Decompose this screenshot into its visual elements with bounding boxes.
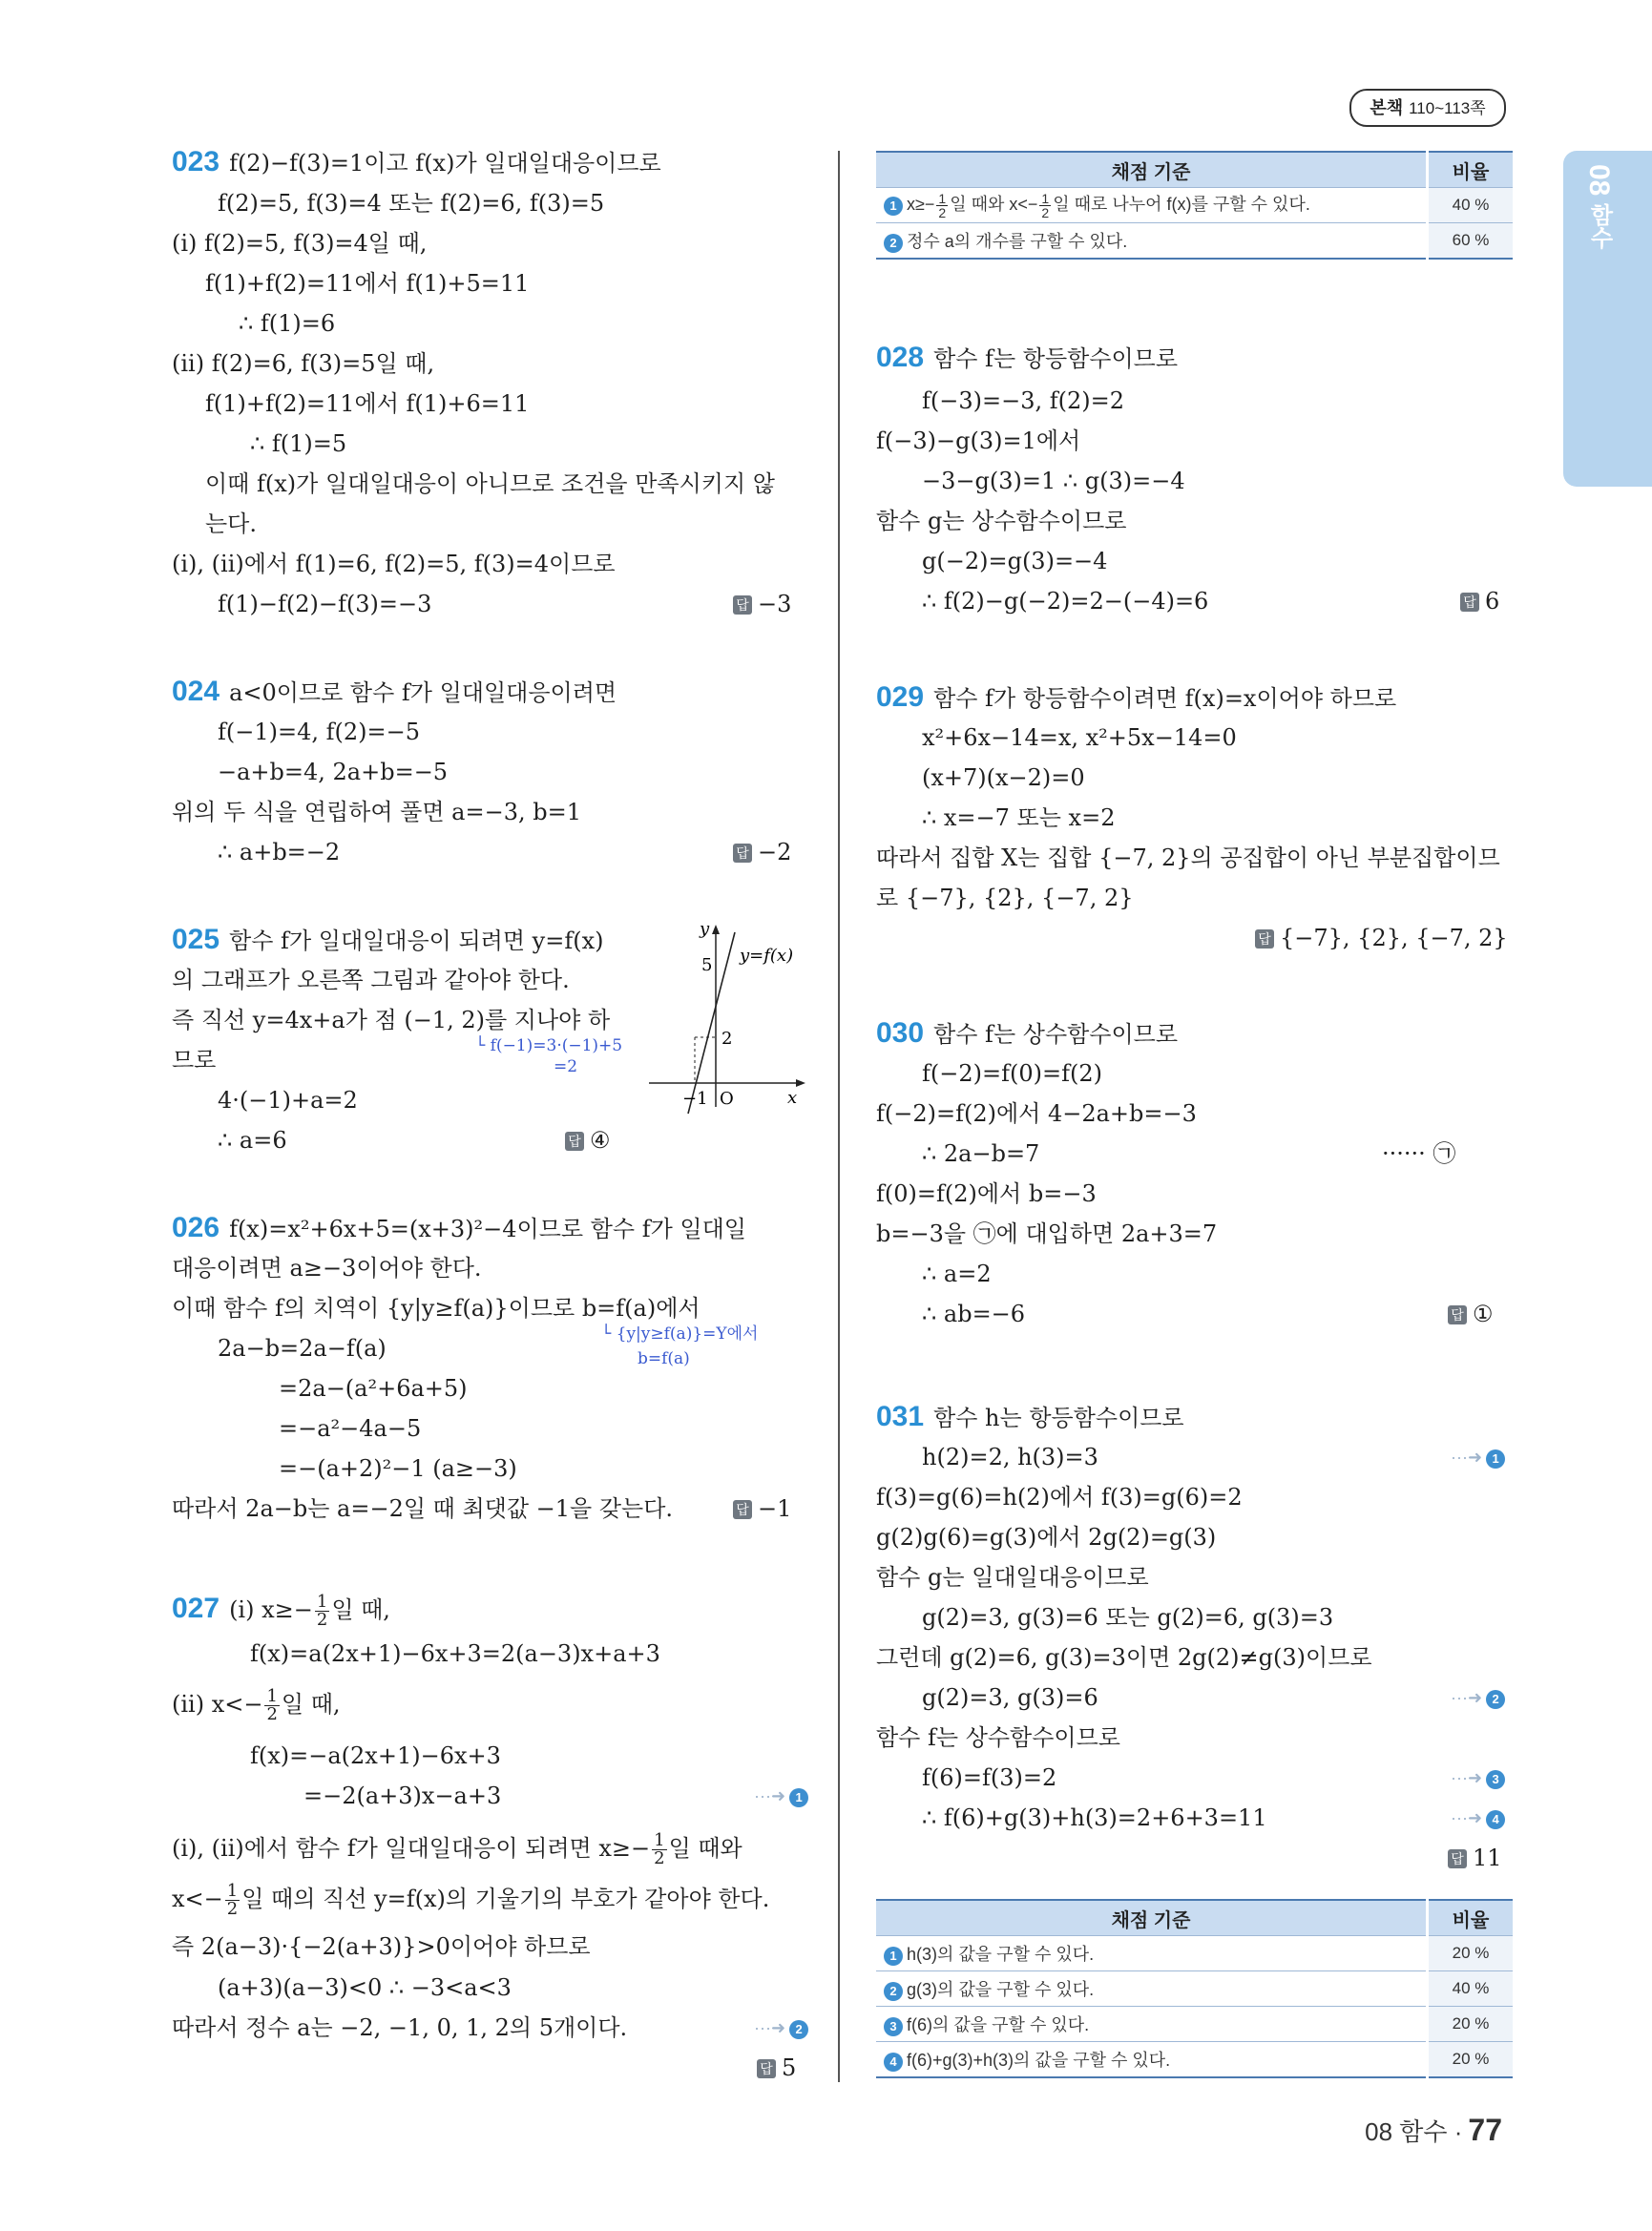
numerator: 1 (226, 1881, 239, 1901)
header-criterion: 채점 기준 (876, 1900, 1428, 1936)
problem-030-line-4: ∴ 2a−b=7 (922, 1140, 1040, 1167)
problem-027-line-10: 따라서 정수 a는 −2, −1, 0, 1, 2의 5개이다. (172, 2014, 628, 2041)
problem-023-line-7: f(1)+f(2)=11에서 f(1)+6=11 (205, 390, 530, 417)
page-range: 110~113쪽 (1409, 99, 1486, 117)
criterion-text: 정수 a의 개수를 구할 수 있다. (907, 232, 1128, 251)
problem-030-line-7: ∴ a=2 (922, 1261, 992, 1287)
answer-value: 5 (782, 2054, 797, 2081)
problem-031-line-5: 함수 g는 일대일대응이므로 (876, 1564, 1149, 1591)
fraction-one-half (315, 1594, 329, 1629)
criterion-number: 3 (884, 2017, 903, 2036)
table-row (876, 223, 1513, 260)
problem-031-line-9: 함수 f는 상수함수이므로 (876, 1724, 1120, 1751)
problem-029-line-1 (876, 683, 1396, 713)
problem-023-line-12: f(1)−f(2)−f(3)=−3 (218, 591, 432, 617)
problem-024-line-4: 위의 두 식을 연립하여 풀면 a=−3, b=1 (172, 799, 581, 825)
problem-029-line-6: 로 {−7}, {2}, {−7, 2} (876, 885, 1134, 911)
text: 함수 f는 항등함수이므로 (933, 345, 1179, 372)
criterion-cell (876, 223, 1428, 260)
problem-026-line-8: 따라서 2a−b는 a=−2일 때 최댓값 −1을 갖는다. (172, 1495, 674, 1522)
fraction-one-half (1039, 192, 1051, 219)
criterion-text: 일 때와 x<− (950, 195, 1038, 215)
margin-note-025: └ f(−1)=3·(−1)+5 (475, 1036, 623, 1055)
step-number: 2 (789, 2020, 808, 2039)
table-row (876, 2042, 1513, 2078)
header-criterion: 채점 기준 (876, 152, 1428, 188)
table-row (876, 2007, 1513, 2042)
answer-value: −1 (758, 1495, 792, 1522)
criterion-cell (876, 188, 1428, 223)
problem-031-line-11: ∴ f(6)+g(3)+h(3)=2+6+3=11 (922, 1804, 1267, 1831)
step-marker-031-1: ···➜ 1 (1451, 1447, 1505, 1469)
problem-number-031: 031 (876, 1401, 925, 1432)
y-axis-label: y (700, 921, 710, 939)
denominator: 2 (226, 1899, 239, 1919)
chapter-side-tab (1563, 151, 1652, 487)
problem-029-line-4: ∴ x=−7 또는 x=2 (922, 804, 1116, 831)
tick-5: 5 (701, 955, 713, 975)
fraction-one-half (652, 1832, 666, 1867)
problem-023-line-3: (i) f(2)=5, f(3)=4일 때, (172, 230, 428, 257)
criterion-number: 4 (884, 2053, 903, 2072)
denominator: 2 (1041, 204, 1050, 220)
criterion-number: 1 (884, 197, 903, 216)
chapter-label: 함수 (1586, 203, 1612, 250)
problem-031-line-4: g(2)g(6)=g(3)에서 2g(2)=g(3) (876, 1524, 1217, 1551)
page-footer (1365, 2113, 1502, 2148)
problem-030-line-8: ∴ ab=−6 (922, 1301, 1026, 1327)
criterion-text: g(3)의 값을 구할 수 있다. (907, 1980, 1095, 1999)
criterion-cell (876, 2042, 1428, 2078)
problem-027-line-8: 즉 2(a−3)·{−2(a+3)}>0이어야 하므로 (172, 1933, 591, 1960)
problem-023-line-9: 이때 f(x)가 일대일대응이 아니므로 조건을 만족시키지 않 (205, 470, 775, 497)
step-number: 3 (1486, 1770, 1505, 1789)
origin-label: O (720, 1089, 734, 1109)
answer-024 (733, 838, 791, 866)
text: a<0이므로 함수 f가 일대일대응이려면 (229, 679, 617, 706)
step-number: 1 (789, 1788, 808, 1807)
note-text: {y|y≥f(a)}=Y에서 (616, 1324, 759, 1344)
header-ratio: 비율 (1428, 1900, 1514, 1936)
problem-025-line-3: 즉 직선 y=4x+a가 점 (−1, 2)를 지나야 하 (172, 1007, 611, 1033)
text: (ii) x<− (172, 1691, 263, 1718)
problem-028-line-5: 함수 g는 상수함수이므로 (876, 508, 1127, 534)
problem-025-line-2: 의 그래프가 오른쪽 그림과 같아야 한다. (172, 967, 570, 993)
problem-030-line-2: f(−2)=f(0)=f(2) (922, 1060, 1102, 1087)
criterion-text: h(3)의 값을 구할 수 있다. (907, 1945, 1095, 1964)
problem-023-line-11: (i), (ii)에서 f(1)=6, f(2)=5, f(3)=4이므로 (172, 551, 616, 577)
text: x<− (172, 1886, 223, 1912)
page-reference-badge (1349, 89, 1506, 127)
text: 함수 f가 일대일대응이 되려면 y=f(x) (229, 928, 604, 954)
criterion-cell (876, 1971, 1428, 2007)
table-row (876, 1936, 1513, 1971)
problem-031-line-1 (876, 1403, 1184, 1432)
criterion-number: 2 (884, 234, 903, 253)
ratio-cell: 20 % (1428, 2042, 1514, 2078)
criterion-text: x≥− (907, 195, 935, 215)
problem-025-line-5: 4·(−1)+a=2 (218, 1087, 358, 1114)
scoring-table-027 (876, 151, 1513, 260)
problem-024-line-5: ∴ a+b=−2 (218, 839, 341, 865)
problem-029-line-3: (x+7)(x−2)=0 (922, 764, 1085, 791)
problem-028-line-1 (876, 344, 1178, 373)
criterion-number: 2 (884, 1982, 903, 2001)
problem-025-line-6: ∴ a=6 (218, 1127, 287, 1154)
problem-027-line-2: f(x)=a(2x+1)−6x+3=2(a−3)x+a+3 (250, 1640, 660, 1667)
problem-026-line-3: 이때 함수 f의 치역이 {y|y≥f(a)}이므로 b=f(a)에서 (172, 1295, 701, 1322)
problem-028-line-2: f(−3)=−3, f(2)=2 (922, 387, 1124, 414)
answer-028 (1460, 587, 1499, 615)
fraction-one-half (225, 1883, 240, 1918)
step-marker-031-3: ···➜ 3 (1451, 1767, 1505, 1789)
problem-028-line-3: f(−3)−g(3)=1에서 (876, 427, 1081, 454)
header-ratio: 비율 (1428, 152, 1514, 188)
criterion-cell (876, 2007, 1428, 2042)
criterion-text: 일 때로 나누어 f(x)를 구할 수 있다. (1053, 195, 1310, 215)
fraction-one-half (264, 1688, 279, 1723)
problem-026-line-7: =−(a+2)²−1 (a≥−3) (279, 1455, 517, 1482)
problem-023-line-8: ∴ f(1)=5 (250, 430, 347, 457)
ratio-cell: 40 % (1428, 1971, 1514, 2007)
problem-025-line-4: 므로 (172, 1047, 217, 1074)
answer-029 (1255, 924, 1508, 952)
problem-023-line-4: f(1)+f(2)=11에서 f(1)+5=11 (205, 270, 530, 297)
page-number: 77 (1468, 2113, 1502, 2147)
problem-023-line-6: (ii) f(2)=6, f(3)=5일 때, (172, 350, 435, 377)
x-axis-label: x (787, 1088, 798, 1108)
answer-value: ④ (590, 1127, 611, 1154)
denominator: 2 (316, 1610, 328, 1630)
problem-026-line-6: =−a²−4a−5 (279, 1415, 422, 1442)
problem-031-line-10: f(6)=f(3)=2 (922, 1764, 1057, 1791)
problem-031-line-2: h(2)=2, h(3)=3 (922, 1444, 1098, 1470)
text: (i) x≥− (229, 1596, 313, 1623)
text: 일 때, (281, 1691, 341, 1718)
text: 일 때의 직선 y=f(x)의 기울기의 부호가 같아야 한다. (241, 1886, 770, 1912)
answer-026 (733, 1494, 791, 1523)
problem-number-025: 025 (172, 924, 220, 955)
answer-mark: 답 (565, 1132, 584, 1151)
numerator: 1 (1041, 190, 1050, 206)
answer-mark: 답 (733, 1500, 752, 1519)
problem-026-line-2: 대응이려면 a≥−3이어야 한다. (172, 1255, 482, 1282)
problem-023-line-10: 는다. (205, 511, 257, 537)
problem-027-line-9: (a+3)(a−3)<0 ∴ −3<a<3 (218, 1974, 512, 2001)
answer-mark: 답 (733, 595, 752, 615)
problem-027-line-5: =−2(a+3)x−a+3 (303, 1783, 502, 1809)
text: 일 때, (331, 1596, 390, 1623)
problem-026-line-5: =2a−(a²+6a+5) (279, 1375, 468, 1402)
answer-030 (1448, 1300, 1494, 1328)
problem-027-line-3 (172, 1685, 341, 1723)
answer-mark: 답 (1460, 593, 1479, 612)
answer-mark: 답 (1448, 1305, 1467, 1324)
tick-2: 2 (721, 1029, 733, 1049)
problem-number-029: 029 (876, 681, 925, 713)
answer-value: ① (1473, 1301, 1494, 1327)
problem-027-line-4: f(x)=−a(2x+1)−6x+3 (250, 1742, 501, 1769)
problem-number-023: 023 (172, 146, 220, 177)
problem-028-line-7: ∴ f(2)−g(−2)=2−(−4)=6 (922, 588, 1209, 615)
denominator: 2 (266, 1704, 278, 1724)
margin-note-026: └ {y|y≥f(a)}=Y에서 (601, 1324, 759, 1344)
problem-024-line-2: f(−1)=4, f(2)=−5 (218, 719, 420, 745)
criterion-number: 1 (884, 1947, 903, 1966)
x-axis-arrow (796, 1079, 805, 1087)
chapter-number: 08 (1583, 164, 1615, 197)
problem-number-026: 026 (172, 1212, 220, 1243)
column-divider (838, 151, 840, 2082)
scoring-table-031 (876, 1899, 1513, 2078)
margin-note-026-b: b=f(a) (638, 1349, 690, 1368)
step-number: 2 (1486, 1690, 1505, 1709)
problem-027-line-7 (172, 1880, 769, 1918)
footer-chapter: 08 함수 · (1365, 2117, 1463, 2146)
problem-025-line-1 (172, 926, 603, 955)
numerator: 1 (316, 1592, 328, 1612)
criterion-cell (876, 1936, 1428, 1971)
problem-028-line-6: g(−2)=g(3)=−4 (922, 548, 1108, 574)
problem-023-line-5: ∴ f(1)=6 (239, 310, 336, 337)
problem-030-line-3: f(−2)=f(2)에서 4−2a+b=−3 (876, 1100, 1197, 1127)
numerator: 1 (938, 190, 947, 206)
ratio-cell: 40 % (1428, 188, 1514, 223)
answer-value: 11 (1473, 1845, 1502, 1871)
step-number: 1 (1486, 1449, 1505, 1469)
problem-027-line-1 (172, 1590, 390, 1629)
text: 일 때와 (668, 1835, 742, 1862)
problem-024-line-1 (172, 678, 617, 707)
text: (i), (ii)에서 함수 f가 일대일대응이 되려면 x≥− (172, 1835, 651, 1862)
answer-023 (733, 590, 791, 618)
problem-number-030: 030 (876, 1017, 925, 1049)
fraction-one-half (936, 192, 948, 219)
answer-value: −2 (758, 839, 792, 865)
note-text: f(−1)=3·(−1)+5 (490, 1036, 623, 1055)
problem-030-line-5: f(0)=f(2)에서 b=−3 (876, 1180, 1097, 1207)
text: f(2)−f(3)=1이고 f(x)가 일대일대응이므로 (229, 150, 661, 177)
problem-number-027: 027 (172, 1593, 220, 1624)
answer-025 (565, 1126, 611, 1155)
criterion-text: f(6)의 값을 구할 수 있다. (907, 2015, 1090, 2034)
problem-031-line-6: g(2)=3, g(3)=6 또는 g(2)=6, g(3)=3 (922, 1604, 1334, 1631)
margin-note-025-b: =2 (554, 1057, 578, 1076)
denominator: 2 (654, 1848, 665, 1868)
curve-label: y=f(x) (740, 946, 794, 966)
problem-024-line-3: −a+b=4, 2a+b=−5 (218, 759, 449, 785)
answer-031 (1448, 1844, 1502, 1872)
numerator: 1 (266, 1686, 278, 1706)
answer-value: −3 (758, 591, 792, 617)
problem-029-line-2: x²+6x−14=x, x²+5x−14=0 (922, 724, 1237, 751)
answer-value: {−7}, {2}, {−7, 2} (1280, 925, 1508, 951)
step-marker-031-4: ···➜ 4 (1451, 1807, 1505, 1829)
answer-027 (757, 2054, 796, 2082)
answer-value: 6 (1485, 588, 1500, 615)
ratio-cell: 60 % (1428, 223, 1514, 260)
problem-030-line-1 (876, 1019, 1178, 1049)
text: f(x)=x²+6x+5=(x+3)²−4이므로 함수 f가 일대일 (229, 1216, 746, 1242)
problem-028-line-4: −3−g(3)=1 ∴ g(3)=−4 (922, 468, 1185, 494)
table-row (876, 1971, 1513, 2007)
graph-025 (644, 921, 806, 1116)
problem-026-line-1 (172, 1214, 746, 1243)
denominator: 2 (938, 204, 947, 220)
step-marker-027-1: ···➜ 1 (754, 1785, 808, 1807)
problem-029-line-5: 따라서 집합 X는 집합 {−7, 2}의 공집합이 아닌 부분집합이므 (876, 844, 1500, 871)
problem-026-line-4: 2a−b=2a−f(a) (218, 1335, 387, 1362)
step-number: 4 (1486, 1810, 1505, 1829)
problem-031-line-7: 그런데 g(2)=6, g(3)=3이면 2g(2)≠g(3)이므로 (876, 1644, 1372, 1671)
step-marker-031-2: ···➜ 2 (1451, 1687, 1505, 1709)
equation-tag-1: ······ ㉠ (1382, 1140, 1456, 1167)
answer-mark: 답 (757, 2059, 776, 2078)
answer-mark: 답 (733, 844, 752, 863)
y-axis-arrow (712, 925, 720, 934)
criterion-text: f(6)+g(3)+h(3)의 값을 구할 수 있다. (907, 2051, 1171, 2070)
answer-mark: 답 (1255, 929, 1274, 949)
problem-030-line-6: b=−3을 ㉠에 대입하면 2a+3=7 (876, 1220, 1218, 1247)
text: 함수 f는 상수함수이므로 (933, 1021, 1179, 1048)
text: 함수 f가 항등함수이려면 f(x)=x이어야 하므로 (933, 685, 1397, 712)
book-label: 본책 (1370, 98, 1404, 117)
step-marker-027-2: ···➜ 2 (754, 2017, 808, 2039)
tick-minus-1: −1 (682, 1089, 708, 1109)
problem-number-028: 028 (876, 342, 925, 373)
ratio-cell: 20 % (1428, 1936, 1514, 1971)
table-row (876, 188, 1513, 223)
answer-mark: 답 (1448, 1849, 1467, 1868)
problem-027-line-6 (172, 1829, 742, 1867)
ratio-cell: 20 % (1428, 2007, 1514, 2042)
text: 함수 h는 항등함수이므로 (933, 1405, 1184, 1431)
problem-031-line-8: g(2)=3, g(3)=6 (922, 1684, 1098, 1711)
problem-number-024: 024 (172, 676, 220, 707)
problem-031-line-3: f(3)=g(6)=h(2)에서 f(3)=g(6)=2 (876, 1484, 1243, 1511)
numerator: 1 (654, 1830, 665, 1850)
problem-023-line-1 (172, 148, 661, 177)
problem-023-line-2: f(2)=5, f(3)=4 또는 f(2)=6, f(3)=5 (218, 190, 605, 217)
